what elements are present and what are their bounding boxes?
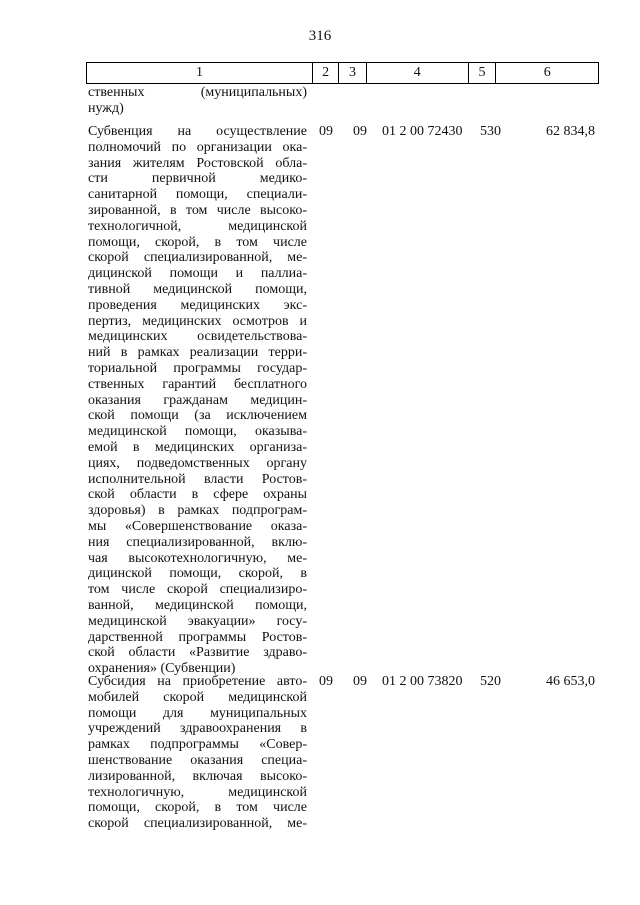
- expense-type-code: 530: [480, 124, 501, 139]
- description-line: технологичную, медицинской: [88, 784, 307, 800]
- description-line: технологичной, медицинской: [88, 218, 307, 234]
- description-line: зированной, в том числе высоко-: [88, 202, 307, 218]
- table-header-row: [86, 62, 599, 84]
- header-col-3: 3: [339, 63, 367, 83]
- description-line: здоровья) в рамках подпрограм-: [88, 503, 307, 519]
- header-col-5: 5: [469, 63, 497, 83]
- target-article-code: 01 2 00 73820: [382, 674, 463, 689]
- description-line: помощи, скорой, в том числе: [88, 800, 307, 816]
- description-line: нужд): [88, 100, 124, 116]
- description-line: ториальной программы государ-: [88, 360, 307, 376]
- description-line: том числе скорой специализиро-: [88, 582, 307, 598]
- description-line: медицинской эвакуации» госу-: [88, 613, 307, 629]
- description-line: скорой специализированной, ме-: [88, 816, 307, 832]
- description-line: рамках подпрограммы «Совер-: [88, 737, 307, 753]
- description-line: помощи для муниципальных: [88, 705, 307, 721]
- description-line: медицинской помощи, оказыва-: [88, 424, 307, 440]
- subsection-code: 09: [353, 124, 367, 139]
- description-line: мы «Совершенствование оказа-: [88, 518, 307, 534]
- description-line: Субсидия на приобретение авто-: [88, 674, 307, 689]
- row-description: [88, 85, 307, 117]
- amount: 46 653,0: [546, 674, 595, 689]
- description-line: помощи, скорой, в том числе: [88, 234, 307, 250]
- description-line: ния специализированной, вклю-: [88, 534, 307, 550]
- description-line: сти первичной медико-: [88, 171, 307, 187]
- page-number: 316: [308, 28, 332, 44]
- target-article-code: 01 2 00 72430: [382, 124, 463, 139]
- description-line: дарственной программы Ростов-: [88, 629, 307, 645]
- description-line: мобилей скорой медицинской: [88, 689, 307, 705]
- row-description: [88, 674, 307, 832]
- description-line: дицинской помощи, скорой, в: [88, 566, 307, 582]
- description-line: ственных гарантий бесплатного: [88, 376, 307, 392]
- description-line: лизированной, включая высоко-: [88, 768, 307, 784]
- description-line: исполнительной власти Ростов-: [88, 471, 307, 487]
- description-line: учреждений здравоохранения в: [88, 721, 307, 737]
- section-code: 09: [319, 124, 333, 139]
- amount: 62 834,8: [546, 124, 595, 139]
- description-line: пертиз, медицинских осмотров и: [88, 313, 307, 329]
- description-line: шенствование оказания специа-: [88, 752, 307, 768]
- header-col-6: 6: [543, 65, 551, 80]
- description-line: ванной, медицинской помощи,: [88, 597, 307, 613]
- description-line: санитарной помощи, специали-: [88, 187, 307, 203]
- expense-type-code: 520: [480, 674, 501, 689]
- row-description: [88, 124, 307, 677]
- description-line: ственных (муниципальных): [88, 85, 307, 100]
- description-line: охранения» (Субвенции): [88, 661, 236, 677]
- section-code: 09: [319, 674, 333, 689]
- description-line: проведения медицинских экс-: [88, 297, 307, 313]
- description-line: зания жителям Ростовской обла-: [88, 155, 307, 171]
- subsection-code: 09: [353, 674, 367, 689]
- header-col-1: 1: [87, 63, 313, 83]
- description-line: тивной медицинской помощи,: [88, 281, 307, 297]
- description-line: циях, подведомственных органу: [88, 455, 307, 471]
- description-line: медицинских освидетельствова-: [88, 329, 307, 345]
- header-col-2: 2: [313, 63, 339, 83]
- description-line: оказания гражданам медицин-: [88, 392, 307, 408]
- description-line: ской области в сфере охраны: [88, 487, 307, 503]
- description-line: ской области «Развитие здраво-: [88, 645, 307, 661]
- description-line: чая высокотехнологичную, ме-: [88, 550, 307, 566]
- description-line: полномочий по организации ока-: [88, 139, 307, 155]
- description-line: скорой специализированной, ме-: [88, 250, 307, 266]
- description-line: ний в рамках реализации терри-: [88, 345, 307, 361]
- description-line: ской помощи (за исключением: [88, 408, 307, 424]
- description-line: емой в медицинских организа-: [88, 439, 307, 455]
- description-line: Субвенция на осуществление: [88, 124, 307, 139]
- header-col-4: 4: [367, 63, 469, 83]
- description-line: дицинской помощи и паллиа-: [88, 266, 307, 282]
